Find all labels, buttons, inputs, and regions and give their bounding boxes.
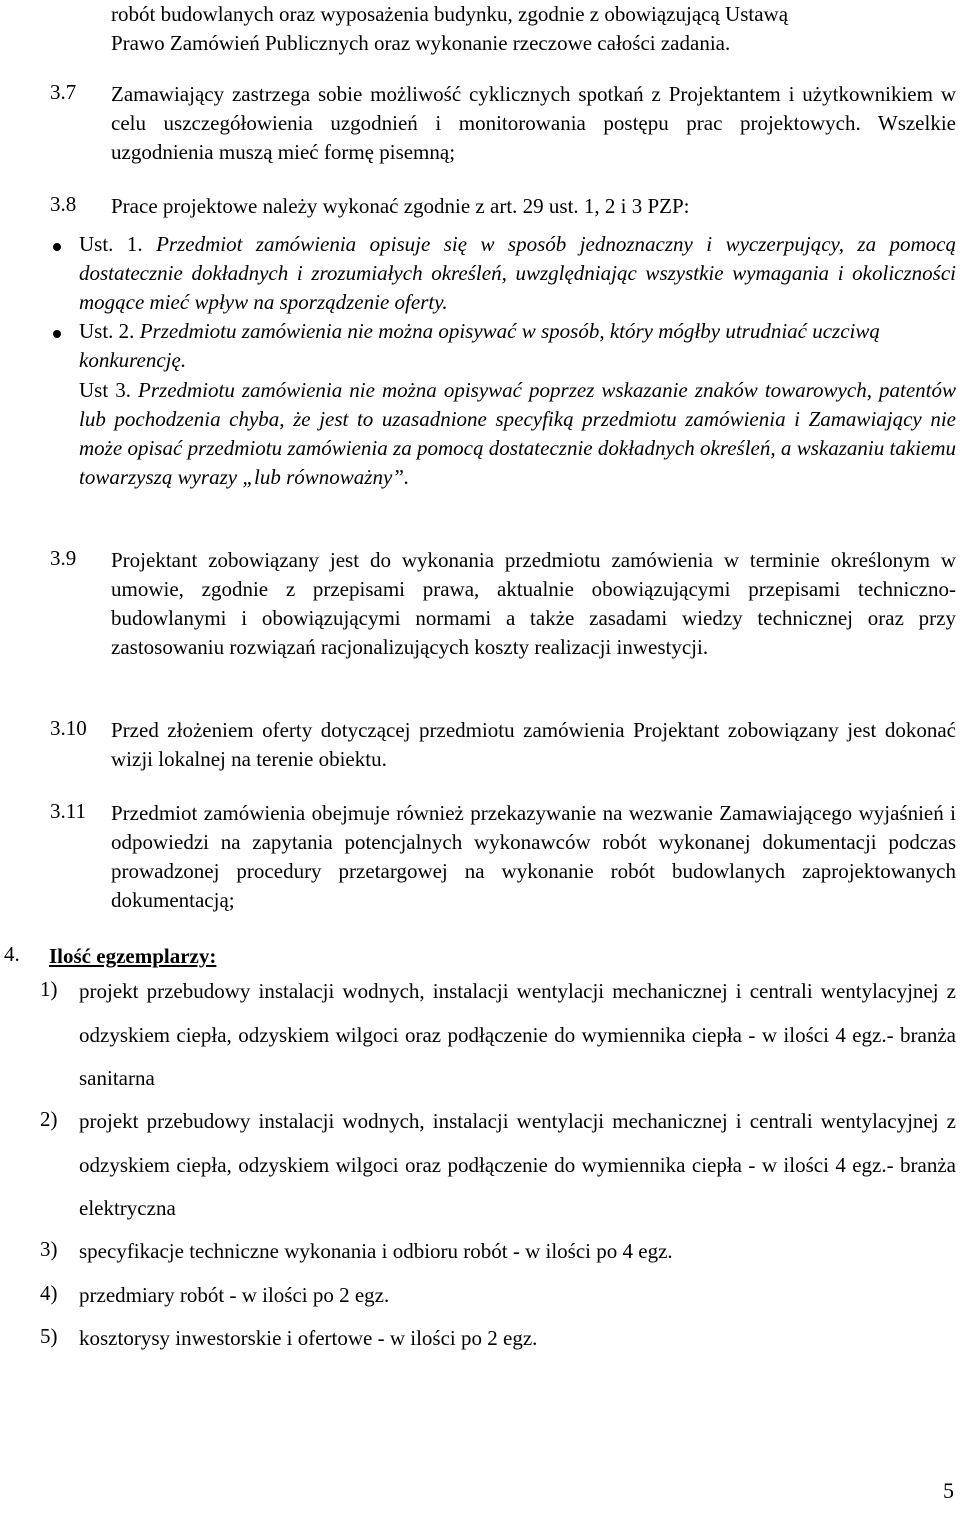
section-3-9-number: 3.9	[50, 546, 77, 570]
copies-item-4-text: przedmiary robót - w ilości po 2 egz.	[79, 1283, 390, 1307]
copies-item-3-text: specyfikacje techniczne wykonania i odbioru robót - w ilości po 4 egz.	[79, 1239, 673, 1263]
bullet-icon	[53, 330, 61, 338]
section-3-8-text: Prace projektowe należy wykonać zgodnie z art. 29 ust. 1, 2 i 3 PZP:	[111, 194, 690, 218]
section-3-11-number: 3.11	[50, 799, 86, 823]
copies-item-1-text: projekt przebudowy instalacji wodnych, instalacji wentylacji mechanicznej i centrali wentylacyjnej z odzyskiem ciepła, odzyskiem wilgoci oraz podłączenie do wymiennika ciepła - w ilości 4 egz.- branża sanitarna	[79, 979, 956, 1090]
article-item-2-prefix: Ust. 2.	[79, 319, 135, 343]
section-4-title: Ilość egzemplarzy:	[49, 944, 217, 968]
bullet-icon	[53, 243, 61, 251]
intro-line-1: robót budowlanych oraz wyposażenia budynku, zgodnie z obowiązującą Ustawą	[111, 2, 789, 26]
article-item-1	[79, 230, 956, 317]
copies-item-4-number: 4)	[40, 1281, 58, 1305]
copies-item-3-number: 3)	[40, 1237, 58, 1261]
article-item-1-text: Przedmiot zamówienia opisuje się w sposób jednoznaczny i wyczerpujący, za pomocą dostatecznie dokładnych i zrozumiałych określeń, uwzględniając wszystkie wymagania i okoliczności mogące mieć wpływ na sporządzenie oferty.	[79, 232, 956, 314]
section-3-8-number: 3.8	[50, 192, 77, 216]
section-3-7-text: Zamawiający zastrzega sobie możliwość cyklicznych spotkań z Projektantem i użytkownikiem w celu uszczegółowienia uzgodnień i monitorowania postępu prac projektowych. Wszelkie uzgodnienia muszą mieć formę pisemną;	[111, 82, 956, 164]
article-item-3-text: Przedmiotu zamówienia nie można opisywać poprzez wskazanie znaków towarowych, patentów lub pochodzenia chyba, że jest to uzasadnione specyfiką przedmiotu zamówienia i Zamawiający nie może opisać przedmiotu zamówienia za pomocą dostatecznie dokładnych określeń, a wskazaniu takiemu towarzyszą wyrazy „lub równoważny”.	[79, 378, 956, 489]
copies-item-5-text: kosztorysy inwestorskie i ofertowe - w ilości po 2 egz.	[79, 1326, 538, 1350]
section-3-10-number: 3.10	[50, 716, 87, 740]
copies-item-2-number: 2)	[40, 1107, 58, 1131]
article-item-2-text: Przedmiotu zamówienia nie można opisywać w sposób, który mógłby utrudniać uczciwą konkurencję.	[79, 319, 880, 372]
intro-line-2: Prawo Zamówień Publicznych oraz wykonanie rzeczowe całości zadania.	[111, 31, 731, 55]
copies-item-2-text: projekt przebudowy instalacji wodnych, instalacji wentylacji mechanicznej i centrali wentylacyjnej z odzyskiem ciepła, odzyskiem wilgoci oraz podłączenie do wymiennika ciepła - w ilości 4 egz.- branża elektryczna	[79, 1109, 956, 1220]
section-3-9-text: Projektant zobowiązany jest do wykonania przedmiotu zamówienia w terminie określonym w umowie, zgodnie z przepisami prawa, aktualnie obowiązującymi przepisami techniczno-budowlanymi i obowiązującymi normami a także zasadami wiedzy technicznej oraz przy zastosowaniu rozwiązań racjonalizujących koszty realizacji inwestycji.	[111, 548, 956, 659]
section-3-10-text: Przed złożeniem oferty dotyczącej przedmiotu zamówienia Projektant zobowiązany jest dokonać wizji lokalnej na terenie obiektu.	[111, 718, 956, 771]
article-item-1-prefix: Ust. 1.	[79, 232, 143, 256]
article-item-2	[79, 317, 956, 375]
page-number: 5	[943, 1478, 954, 1503]
copies-item-5-number: 5)	[40, 1324, 58, 1348]
section-4-number: 4.	[4, 942, 20, 966]
article-item-3	[79, 376, 956, 492]
section-3-11-text: Przedmiot zamówienia obejmuje również przekazywanie na wezwanie Zamawiającego wyjaśnień i odpowiedzi na zapytania potencjalnych wykonawców robót wykonanej dokumentacji podczas prowadzonej procedury przetargowej na wykonanie robót budowlanych zaprojektowanych dokumentacją;	[111, 801, 956, 912]
section-3-7-number: 3.7	[50, 80, 77, 104]
intro-paragraph	[111, 0, 956, 58]
article-item-3-prefix: Ust 3.	[79, 378, 131, 402]
copies-item-1-number: 1)	[40, 977, 58, 1001]
